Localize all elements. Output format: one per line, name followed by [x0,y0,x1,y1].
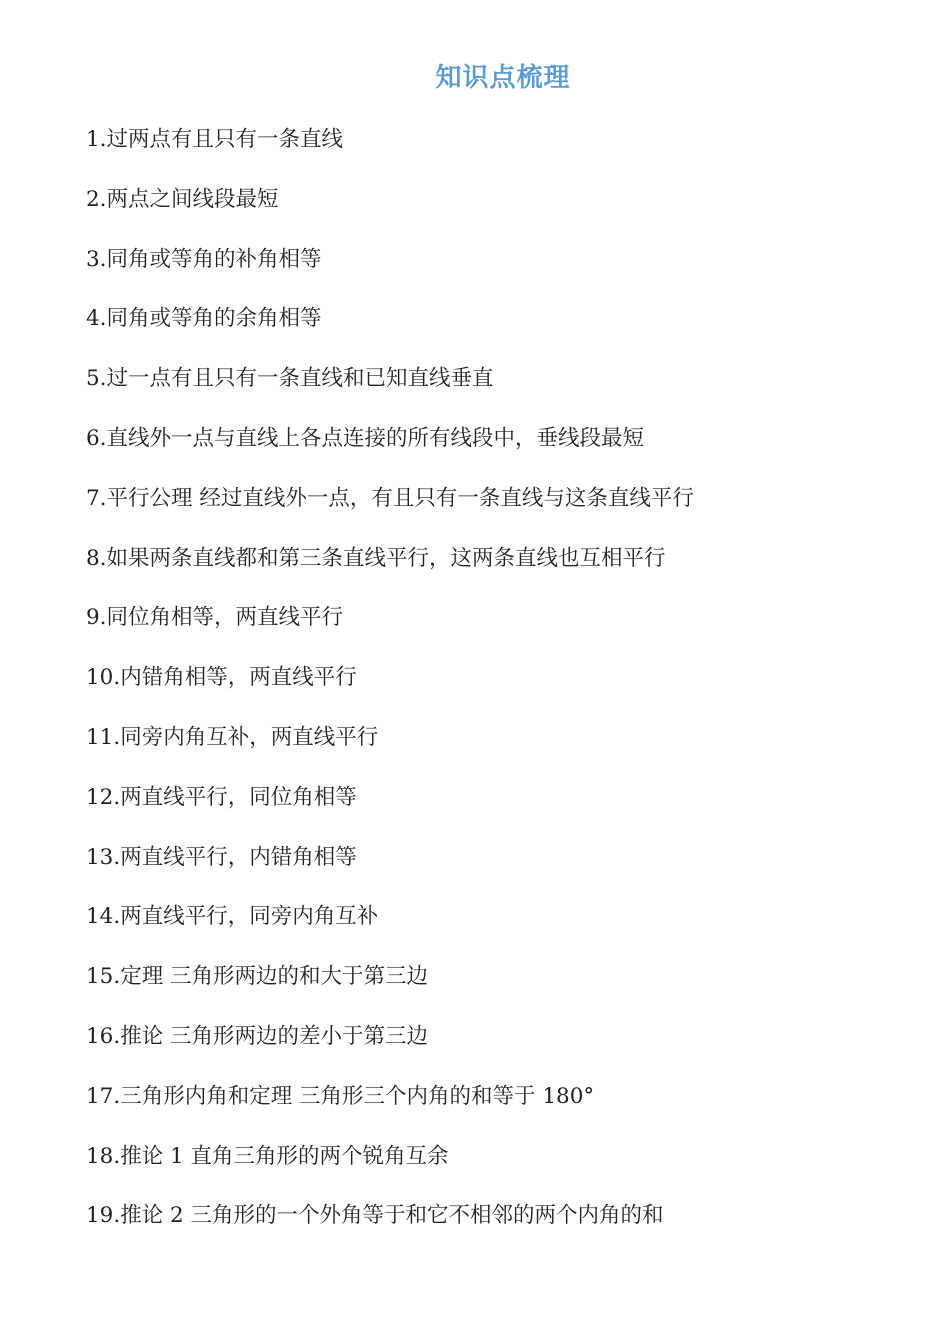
list-item: 19.推论 2 三角形的一个外角等于和它不相邻的两个内角的和 [86,1203,664,1229]
list-item: 7.平行公理 经过直线外一点，有且只有一条直线与这条直线平行 [86,485,694,511]
list-item: 18.推论 1 直角三角形的两个锐角互余 [86,1143,449,1169]
list-item: 6.直线外一点与直线上各点连接的所有线段中，垂线段最短 [86,425,645,451]
list-item: 3.同角或等角的补角相等 [86,246,322,272]
list-item: 10.内错角相等，两直线平行 [86,665,357,691]
list-item: 15.定理 三角形两边的和大于第三边 [86,964,429,990]
list-item: 14.两直线平行，同旁内角互补 [86,904,379,930]
knowledge-point-list [86,120,906,1256]
list-item: 13.两直线平行，内错角相等 [86,844,357,870]
list-item: 5.过一点有且只有一条直线和已知直线垂直 [86,366,494,392]
list-item: 11.同旁内角互补，两直线平行 [86,724,379,750]
list-item: 9.同位角相等，两直线平行 [86,605,344,631]
list-item: 1.过两点有且只有一条直线 [86,127,344,152]
list-item: 2.两点之间线段最短 [86,186,279,212]
list-item: 17.三角形内角和定理 三角形三个内角的和等于 180° [86,1083,595,1109]
list-item: 4.同角或等角的余角相等 [86,306,322,332]
page-title: 知识点梳理 [435,63,571,93]
list-item: 12.两直线平行，同位角相等 [86,784,357,810]
list-item: 8.如果两条直线都和第三条直线平行，这两条直线也互相平行 [86,545,666,571]
list-item: 16.推论 三角形两边的差小于第三边 [86,1023,429,1049]
